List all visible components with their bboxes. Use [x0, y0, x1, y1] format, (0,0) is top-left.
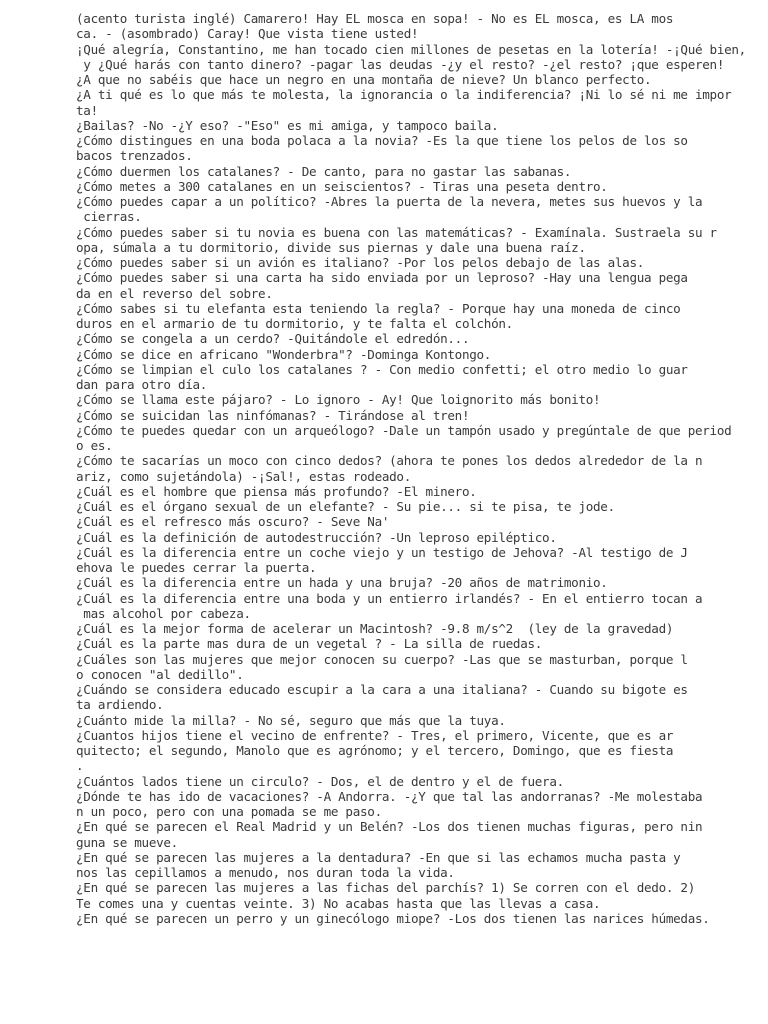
text-line: ariz, como sujetándola) -¡Sal!, estas rodeado. [76, 468, 411, 484]
text-line: ¿Cómo te sacarías un moco con cinco dedos? (ahora te pones los dedos alrededor de la n [76, 453, 703, 469]
text-line: ta! [76, 102, 98, 118]
text-line: ¿A ti qué es lo que más te molesta, la ignorancia o la indiferencia? ¡Ni lo sé ni me impor [76, 87, 732, 103]
text-line: ta ardiendo. [76, 697, 164, 713]
text-line: y ¿Qué harás con tanto dinero? -pagar las deudas -¿y el resto? -¿el resto? ¡que esperen! [76, 56, 725, 72]
text-line: ¿Cuál es el refresco más oscuro? - Seve Na' [76, 514, 390, 530]
text-line: ¿Cómo se llama este pájaro? - Lo ignoro - Ay! Que loignorito más bonito! [76, 392, 601, 408]
text-line: ¿Cuál es la definición de autodestrucción? -Un leproso epiléptico. [76, 529, 557, 545]
text-line: ¿Cuál es la diferencia entre un hada y una bruja? -20 años de matrimonio. [76, 575, 608, 591]
text-line: ¿Cuál es la parte mas dura de un vegetal ? - La silla de ruedas. [76, 636, 543, 652]
text-line: (acento turista inglé) Camarero! Hay EL mosca en sopa! - No es EL mosca, es LA mos [76, 11, 674, 26]
text-line: ¿Cómo distingues en una boda polaca a la novia? -Es la que tiene los pelos de los so [76, 133, 688, 148]
text-line: guna se mueve. [76, 834, 178, 850]
text-line: ¿Cómo se limpian el culo los catalanes ? - Con medio confetti; el otro medio lo guar [76, 361, 688, 377]
text-line: ¿A que no sabéis que hace un negro en una montaña de nieve? Un blanco perfecto. [76, 72, 652, 87]
text-line: ¿Cómo se dice en africano "Wonderbra"? -Dominga Kontongo. [76, 346, 492, 362]
text-line: ¿Cuánto mide la milla? - No sé, seguro que más que la tuya. [76, 712, 506, 728]
text-line: quitecto; el segundo, Manolo que es agrónomo; y el tercero, Domingo, que es fiesta [76, 743, 674, 758]
text-line: ¡Qué alegría, Constantino, me han tocado cien millones de pesetas en la lotería! -¡Qué bien, [76, 41, 746, 57]
text-line: nos las cepillamos a menudo, nos duran toda la vida. [76, 865, 455, 880]
text-line: ¿En qué se parecen las mujeres a las fichas del parchís? 1) Se corren con el dedo. 2) [76, 880, 695, 896]
text-line: ¿Cómo se congela a un cerdo? -Quitándole el edredón... [76, 331, 470, 347]
text-line: ¿Cómo se suicidan las ninfómanas? - Tirándose al tren! [76, 407, 470, 423]
text-line: mas alcohol por cabeza. [76, 605, 251, 621]
text-line: dan para otro día. [76, 377, 208, 392]
text-line: ¿Cuál es el órgano sexual de un elefante? - Su pie... si te pisa, te jode. [76, 499, 615, 514]
text-line: opa, súmala a tu dormitorio, divide sus piernas y dale una buena raíz. [76, 239, 586, 255]
text-line: ¿Cuál es la mejor forma de acelerar un Macintosh? -9.8 m/s^2 (ley de la gravedad) [76, 621, 674, 636]
document-text [76, 11, 766, 926]
text-line: ¿Bailas? -No -¿Y eso? -"Eso" es mi amiga, y tampoco baila. [76, 117, 499, 133]
text-line: o es. [76, 438, 113, 453]
text-line: ¿Cuál es la diferencia entre un coche viejo y un testigo de Jehova? -Al testigo de J [76, 544, 688, 560]
text-line: Te comes una y cuentas veinte. 3) No acabas hasta que las llevas a casa. [76, 895, 601, 911]
text-line: ¿Cuál es la diferencia entre una boda y un entierro irlandés? - En el entierro tocan a [76, 590, 703, 606]
text-line: ehova le puedes cerrar la puerta. [76, 560, 317, 575]
text-line: ¿Cuáles son las mujeres que mejor conocen su cuerpo? -Las que se masturban, porque l [76, 651, 688, 667]
text-line: ¿En qué se parecen un perro y un ginecólogo miope? -Los dos tienen las narices húmedas. [76, 910, 710, 926]
text-line: bacos trenzados. [76, 148, 193, 164]
text-line: ¿Cuál es el hombre que piensa más profundo? -El minero. [76, 483, 477, 499]
text-line: ¿Cómo puedes saber si un avión es italiano? -Por los pelos debajo de las alas. [76, 255, 645, 270]
text-line: ¿Dónde te has ido de vacaciones? -A Andorra. -¿Y que tal las andorranas? -Me molestaba [76, 788, 703, 804]
text-line: ¿Cómo duermen los catalanes? - De canto, para no gastar las sabanas. [76, 163, 572, 179]
text-line: ¿Cómo te puedes quedar con un arqueólogo? -Dale un tampón usado y pregúntale de que period [76, 422, 732, 438]
text-line: ¿Cómo sabes si tu elefanta esta teniendo la regla? - Porque hay una moneda de cinco [76, 300, 681, 316]
text-line: ¿Cómo metes a 300 catalanes en un seiscientos? - Tiras una peseta dentro. [76, 178, 608, 194]
text-line: ¿Cómo puedes saber si tu novia es buena con las matemáticas? - Examínala. Sustraela su r [76, 224, 717, 240]
text-line: ¿Cuándo se considera educado escupir a la cara a una italiana? - Cuando su bigote es [76, 682, 688, 697]
text-line: ¿Cómo puedes capar a un político? -Abres la puerta de la nevera, metes sus huevos y la [76, 194, 703, 209]
text-line: ¿Cuántos lados tiene un circulo? - Dos, el de dentro y el de fuera. [76, 773, 564, 789]
text-line: n un poco, pero con una pomada se me paso. [76, 804, 382, 819]
text-line: . [76, 758, 84, 774]
text-line: ¿En qué se parecen el Real Madrid y un Belén? -Los dos tienen muchas figuras, pero nin [76, 819, 703, 835]
text-line: duros en el armario de tu dormitorio, y te falta el colchón. [76, 316, 513, 331]
text-line: ¿Cómo puedes saber si una carta ha sido enviada por un leproso? -Hay una lengua pega [76, 270, 688, 286]
text-line: o conocen "al dedillo". [76, 666, 244, 682]
text-line: ¿En qué se parecen las mujeres a la dentadura? -En que si las echamos mucha pasta y [76, 849, 681, 865]
text-line: cierras. [76, 209, 142, 225]
text-line: da en el reverso del sobre. [76, 285, 273, 301]
text-line: ca. - (asombrado) Caray! Que vista tiene usted! [76, 26, 419, 42]
text-line: ¿Cuantos hijos tiene el vecino de enfrente? - Tres, el primero, Vicente, que es ar [76, 727, 674, 743]
